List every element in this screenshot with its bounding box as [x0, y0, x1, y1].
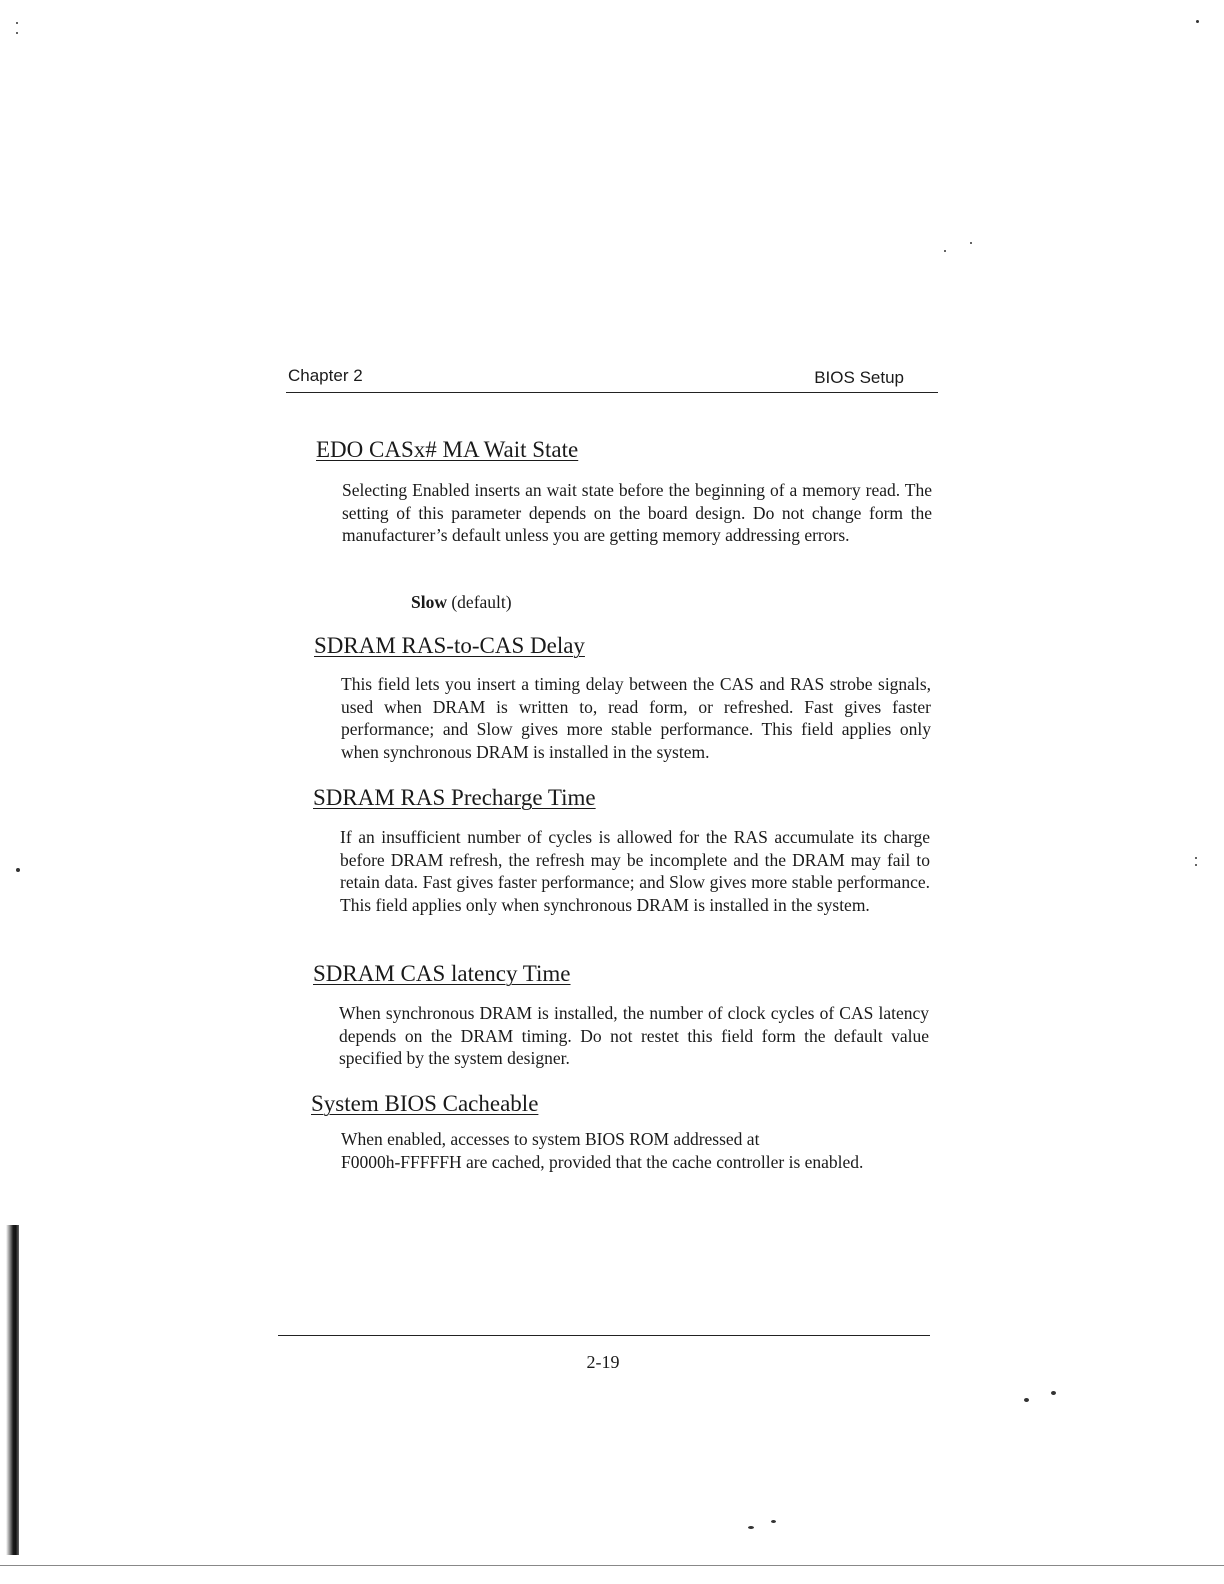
default-value-setting: Slow — [411, 592, 447, 612]
page-header — [286, 364, 938, 393]
section-body-system-bios-cacheable: F0000h-FFFFFH are cached, provided that the cache controller is enabled. — [341, 1152, 864, 1172]
scan-speck — [1196, 20, 1199, 23]
scan-edge-shadow — [6, 1225, 19, 1555]
scan-speck — [944, 250, 946, 252]
scan-speck — [16, 22, 18, 24]
scan-speck — [1195, 864, 1197, 866]
scan-bottom-edge — [0, 1565, 1224, 1566]
section-title-edo-casx-ma-wait-state: EDO CASx# MA Wait State — [316, 437, 579, 462]
section-body-edo-casx-ma-wait-state: Selecting Enabled inserts an wait state before the beginning of a memory read. The setting of this parameter depends on the board design. Do not change form the manufacturer’s default unless you are getting memory addressing errors. — [342, 480, 932, 546]
scan-speck — [1195, 857, 1197, 859]
section-body-sdram-cas-latency-time: When synchronous DRAM is installed, the number of clock cycles of CAS latency depends on the DRAM timing. Do not restet this field form the default value specified by the system designer. — [339, 1003, 929, 1069]
scan-speck — [16, 868, 20, 872]
scan-speck — [16, 32, 18, 34]
default-value-suffix: (default) — [446, 592, 512, 612]
footer-divider — [278, 1335, 930, 1336]
section-title-sdram-cas-latency-time: SDRAM CAS latency Time — [313, 961, 571, 986]
scan-speck — [1051, 1391, 1056, 1395]
section-body-line1-system-bios-cacheable: When enabled, accesses to system BIOS ROM addressed at — [341, 1129, 760, 1149]
scan-speck — [748, 1526, 754, 1529]
section-body-sdram-ras-precharge-time: If an insufficient number of cycles is allowed for the RAS accumulate its charge before DRAM refresh, the refresh may be incomplete and the DRAM may fail to retain data. Fast gives faster performance; and Slow gives more stable performance. This field applies only when synchronous DRAM is installed in the system. — [340, 827, 930, 915]
section-title-sdram-ras-to-cas-delay: SDRAM RAS-to-CAS Delay — [314, 633, 585, 658]
chapter-label: Chapter 2 — [288, 366, 363, 385]
scan-speck — [970, 242, 972, 244]
default-value — [411, 592, 512, 613]
header-title: BIOS Setup — [814, 368, 904, 387]
section-body-sdram-ras-to-cas-delay: This field lets you insert a timing delay between the CAS and RAS strobe signals, used when DRAM is written to, read form, or refreshed. Fast gives faster performance; and Slow gives more stable performance. This field applies only when synchronous DRAM is installed in the system. — [341, 674, 931, 762]
section-title-system-bios-cacheable: System BIOS Cacheable — [311, 1091, 539, 1116]
section-title-sdram-ras-precharge-time: SDRAM RAS Precharge Time — [313, 785, 596, 810]
scan-speck — [1024, 1398, 1029, 1402]
scan-speck — [771, 1520, 776, 1523]
page-number: 2-19 — [586, 1352, 620, 1372]
